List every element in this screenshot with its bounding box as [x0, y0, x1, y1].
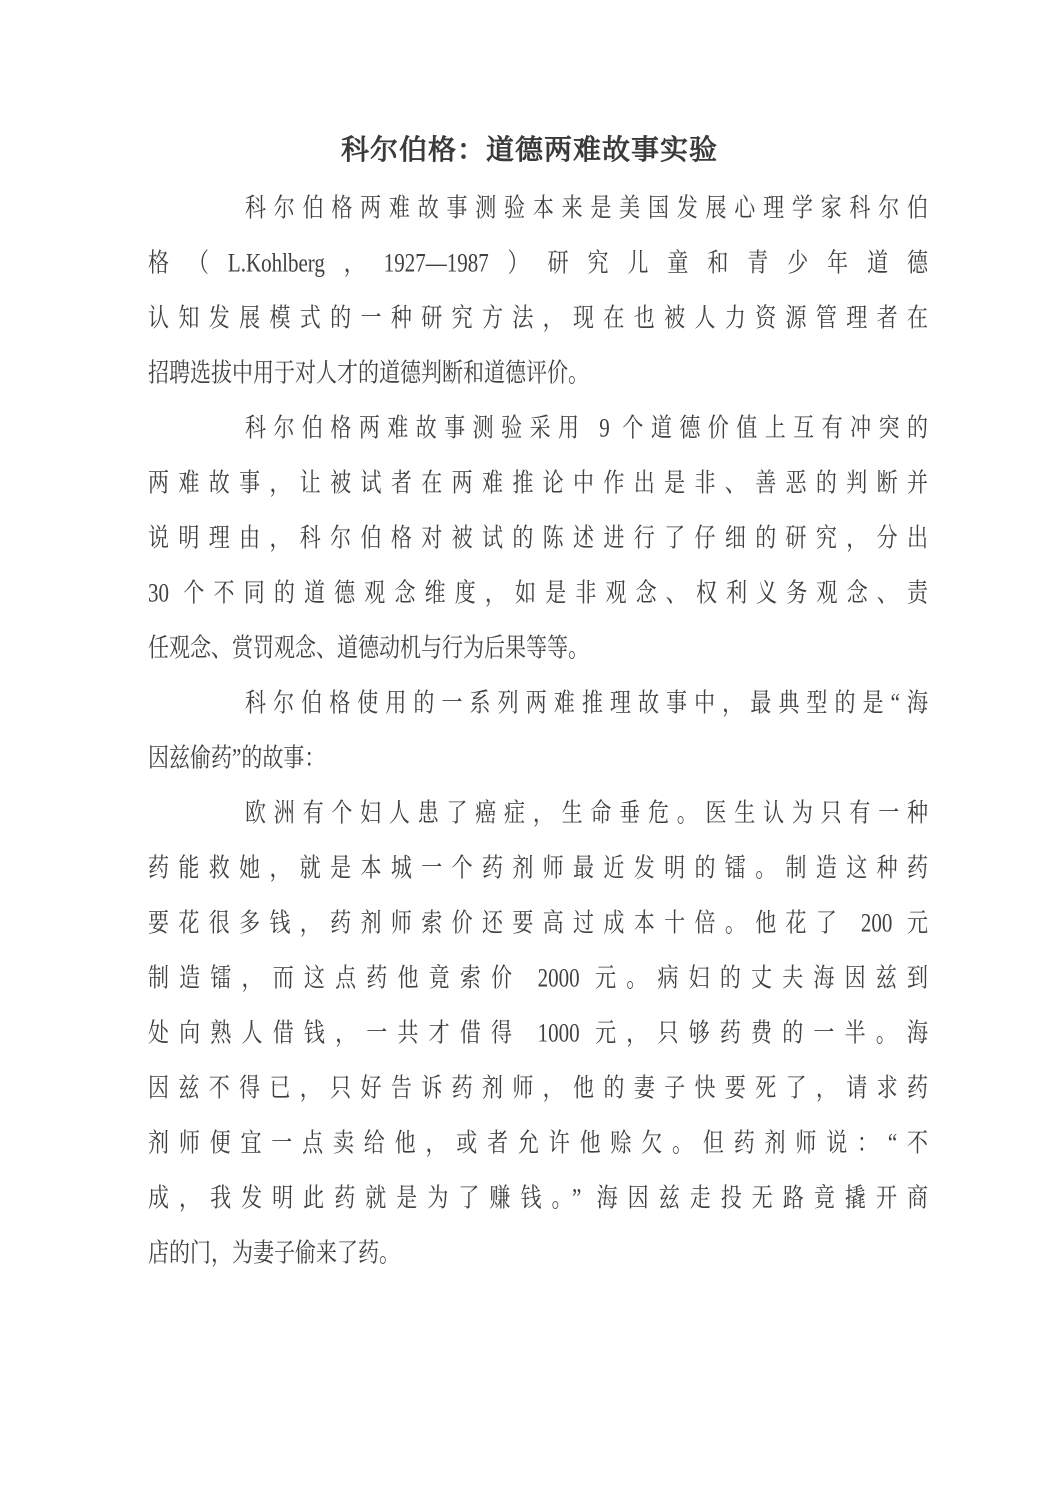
paragraph-4-line: 处向熟人借钱，一共才借得 1000 元，只够药费的一半。海: [148, 1017, 928, 1048]
document-body: [148, 181, 928, 1281]
paragraph-4-line: 成，我发明此药就是为了赚钱。” 海因兹走投无路竟撬开商: [148, 1182, 928, 1213]
paragraph-2-line: 30 个不同的道德观念维度，如是非观念、权利义务观念、责: [148, 577, 928, 608]
paragraph-1-line: 科尔伯格两难故事测验本来是美国发展心理学家科尔伯: [245, 192, 928, 223]
paragraph-1-line: 招聘选拔中用于对人才的道德判断和道德评价。: [148, 357, 589, 388]
paragraph-1-line: 格（L.Kohlberg，1927—1987）研究儿童和青少年道德: [148, 247, 928, 278]
paragraph-3-line: 科尔伯格使用的一系列两难推理故事中，最典型的是“海: [245, 687, 928, 718]
paragraph-4-line: 欧洲有个妇人患了癌症，生命垂危。医生认为只有一种: [245, 797, 928, 828]
paragraph-4-line: 剂师便宜一点卖给他，或者允许他赊欠。但药剂师说：“不: [148, 1127, 928, 1158]
paragraph-1-line: 认知发展模式的一种研究方法，现在也被人力资源管理者在: [148, 302, 928, 333]
paragraph-4-line: 制造镭，而这点药他竟索价 2000 元。病妇的丈夫海因兹到: [148, 962, 928, 993]
paragraph-4-line: 要花很多钱，药剂师索价还要高过成本十倍。他花了 200 元: [148, 907, 928, 938]
paragraph-2-line: 科尔伯格两难故事测验采用 9 个道德价值上互有冲突的: [245, 412, 928, 443]
paragraph-4-line: 店的门，为妻子偷来了药。: [148, 1237, 400, 1268]
document-title: 科尔伯格：道德两难故事实验: [340, 135, 718, 166]
paragraph-2-line: 说明理由，科尔伯格对被试的陈述进行了仔细的研究，分出: [148, 522, 928, 553]
paragraph-2-line: 任观念、赏罚观念、道德动机与行为后果等等。: [148, 632, 589, 663]
paragraph-3-line: 因兹偷药”的故事：: [148, 742, 326, 773]
paragraph-2-line: 两难故事，让被试者在两难推论中作出是非、善恶的判断并: [148, 467, 928, 498]
paragraph-4-line: 药能救她，就是本城一个药剂师最近发明的镭。制造这种药: [148, 852, 928, 883]
paragraph-4-line: 因兹不得已，只好告诉药剂师，他的妻子快要死了，请求药: [148, 1072, 928, 1103]
